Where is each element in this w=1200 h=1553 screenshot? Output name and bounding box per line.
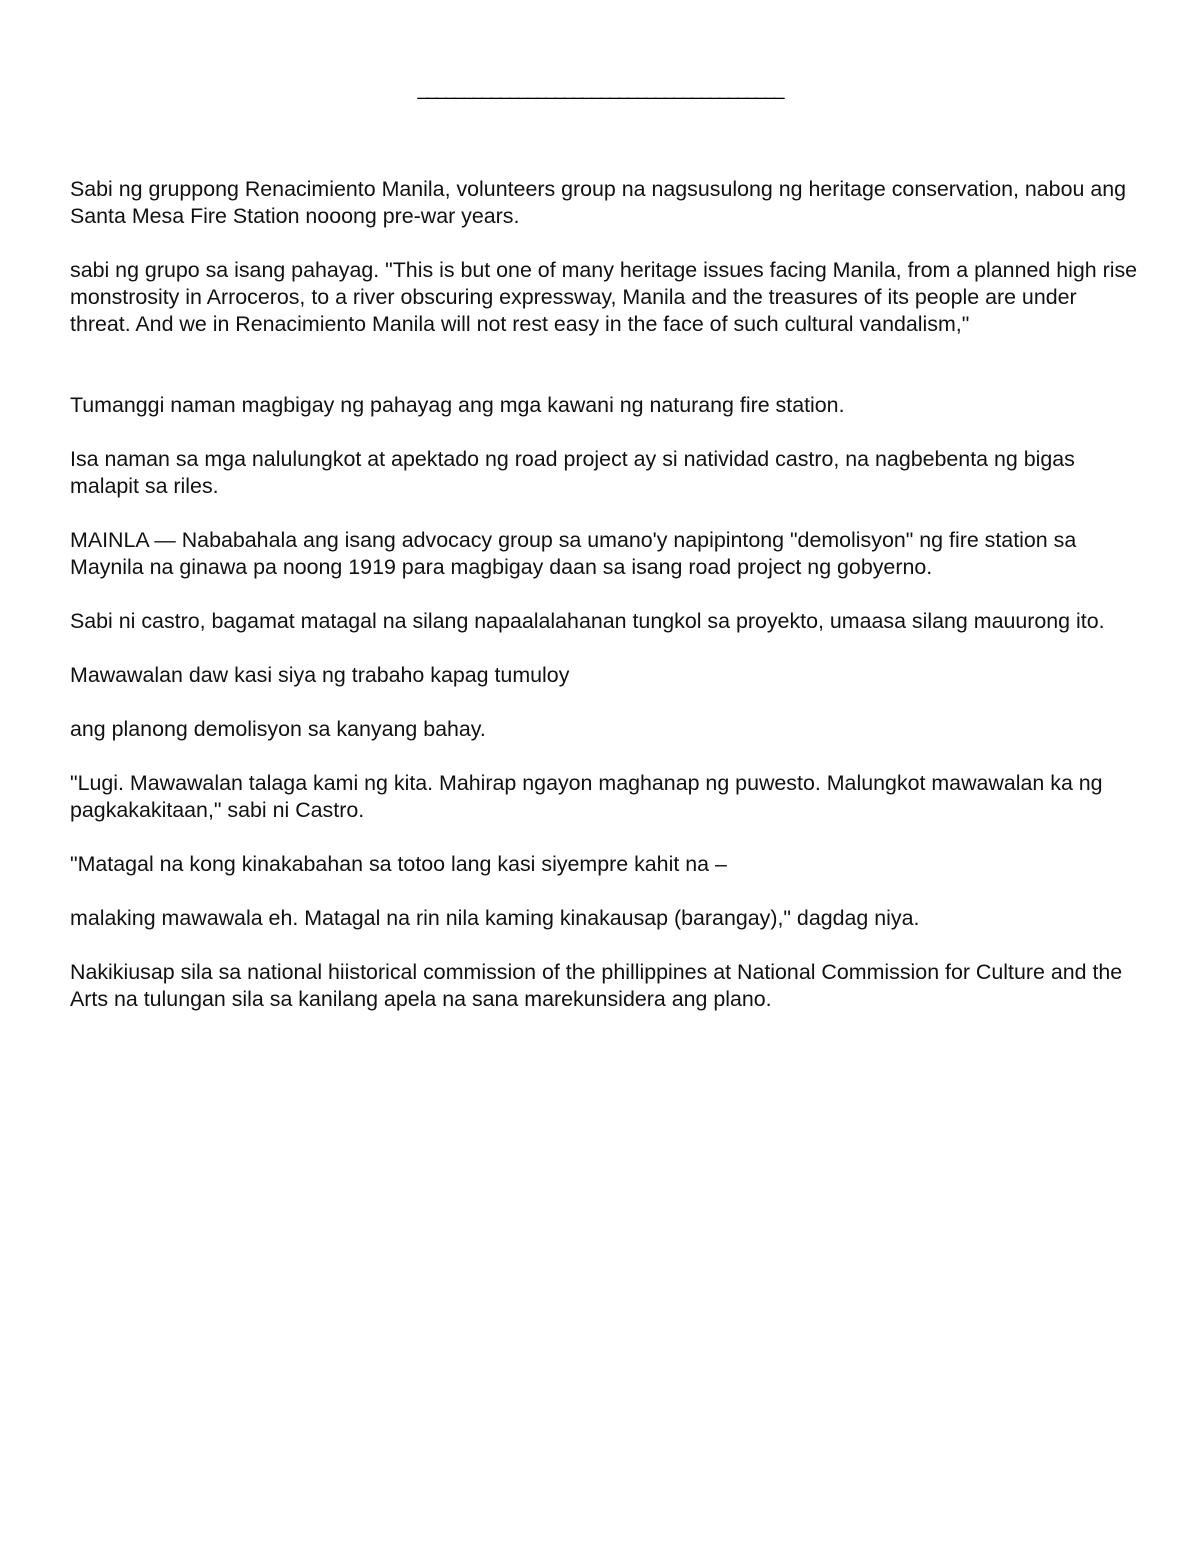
paragraph-4: Isa naman sa mga nalulungkot at apektado ng road project ay si natividad castro, na nagbebenta ng bigas malapit sa riles.: [70, 447, 1075, 498]
paragraph-1: Sabi ng gruppong Renacimiento Manila, volunteers group na nagsusulong ng heritage conservation, nabou ang Santa Mesa Fire Station nooong pre-war years.: [70, 177, 1127, 228]
paragraph-10: "Matagal na kong kinakabahan sa totoo lang kasi siyempre kahit na –: [70, 852, 727, 876]
article-body: [70, 176, 1140, 1040]
paragraph-5: MAINLA — Nababahala ang isang advocacy group sa umano'y napipintong "demolisyon" ng fire station sa Maynila na ginawa pa noong 1919 para magbigay daan sa isang road project ng gobyerno.: [70, 528, 1077, 579]
paragraph-7: Mawawalan daw kasi siya ng trabaho kapag tumuloy: [70, 663, 570, 687]
paragraph-6: Sabi ni castro, bagamat matagal na silang napaalalahanan tungkol sa proyekto, umaasa silang mauurong ito.: [70, 609, 1105, 633]
paragraph-3: Tumanggi naman magbigay ng pahayag ang mga kawani ng naturang fire station.: [70, 393, 845, 417]
paragraph-9: "Lugi. Mawawalan talaga kami ng kita. Mahirap ngayon maghanap ng puwesto. Malungkot mawawalan ka ng pagkakakitaan," sabi ni Castro.: [70, 771, 1103, 822]
paragraph-12: Nakikiusap sila sa national hiistorical commission of the phillippines at National Commission for Culture and the Arts na tulungan sila sa kanilang apela na sana marekunsidera ang plano.: [70, 960, 1123, 1011]
paragraph-8: ang planong demolisyon sa kanyang bahay.: [70, 717, 486, 741]
separator-line: ________________________________________: [417, 78, 783, 100]
paragraph-11: malaking mawawala eh. Matagal na rin nila kaming kinakausap (barangay)," dagdag niya.: [70, 906, 920, 930]
paragraph-2: sabi ng grupo sa isang pahayag. "This is but one of many heritage issues facing Manila, from a planned high rise monstrosity in Arroceros, to a river obscuring expressway, Manila and the treasures of its people are under threat. And we in Renacimiento Manila will not rest easy in the face of such cultural vandalism,": [70, 258, 1138, 336]
